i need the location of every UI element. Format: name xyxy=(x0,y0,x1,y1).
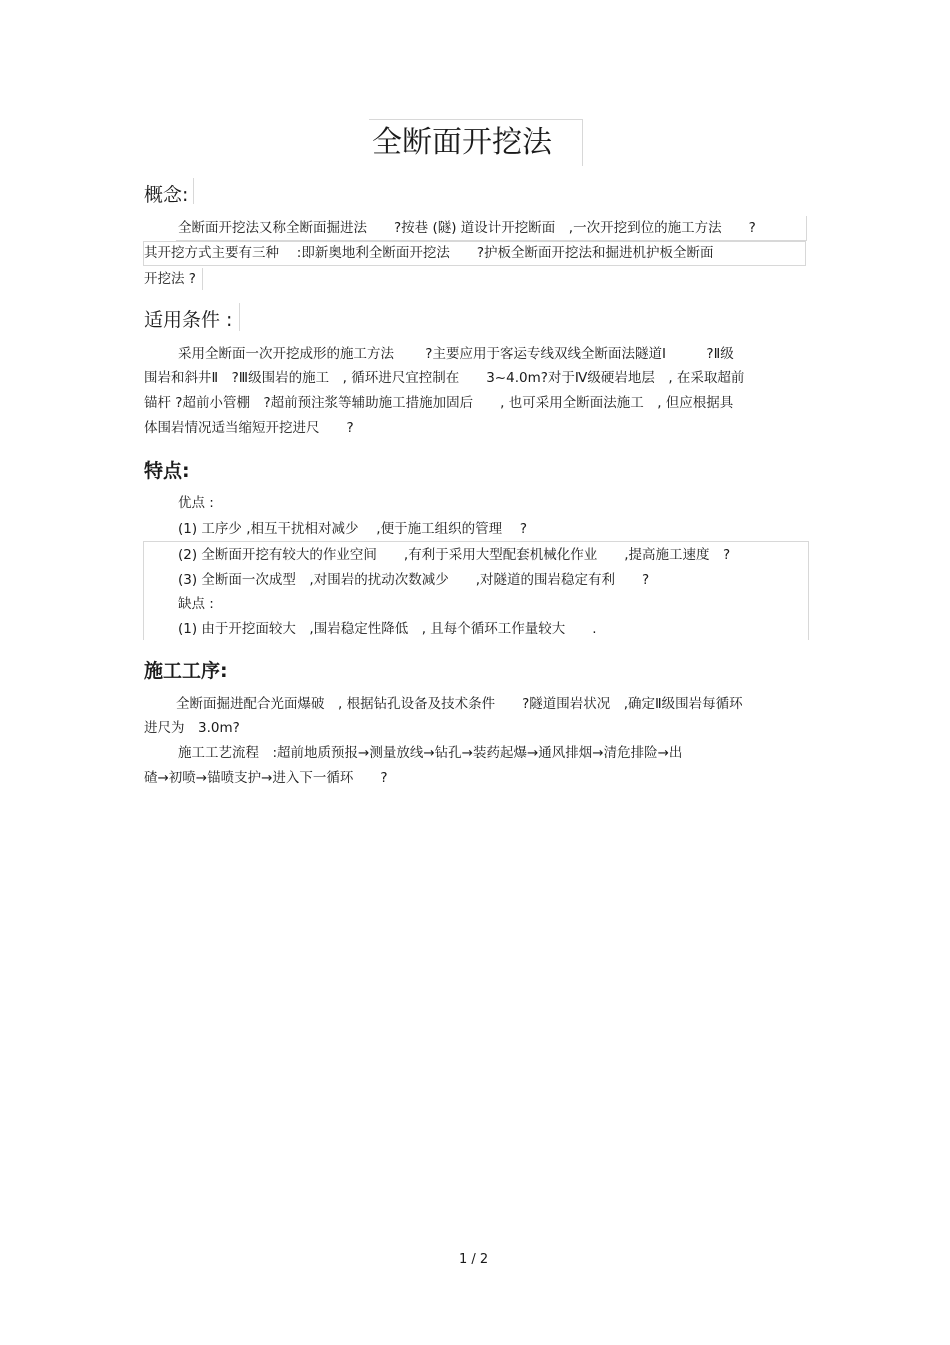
concept-heading: 概念: xyxy=(144,184,189,206)
process-line: 全断面掘进配合光面爆破 , 根据钻孔设备及技术条件 ?隧道围岩状况 ,确定Ⅱ级围岩每循环 xyxy=(176,696,743,712)
features-line: 优点 : xyxy=(178,495,214,511)
conditions-line: 体围岩情况适当缩短开挖进尺 ? xyxy=(144,420,354,436)
features-line: (3) 全断面一次成型 ,对围岩的扰动次数减少 ,对隧道的围岩稳定有利 ? xyxy=(178,572,650,588)
conditions-line: 锚杆 ?超前小管棚 ?超前预注浆等辅助施工措施加固后 , 也可采用全断面法施工 , 但应根据具 xyxy=(144,395,734,411)
features-line: 缺点 : xyxy=(178,596,214,612)
features-heading: 特点: xyxy=(144,460,190,482)
process-line: 碴→初喷→锚喷支护→进入下一循环 ? xyxy=(144,770,388,786)
concept-line: 开挖法 ? xyxy=(144,271,196,287)
conditions-line: 围岩和斜井Ⅱ ?Ⅲ级围岩的施工 , 循环进尺宜控制在 3~4.0m?对于Ⅳ级硬岩地层 , 在采取超前 xyxy=(144,370,745,386)
concept-line: 其开挖方式主要有三种 :即新奥地利全断面开挖法 ?护板全断面开挖法和掘进机护板全断面 xyxy=(144,245,714,261)
conditions-heading: 适用条件 : xyxy=(144,309,233,331)
features-line: (1) 由于开挖面较大 ,围岩稳定性降低 , 且每个循环工作量较大 . xyxy=(178,621,597,637)
divider xyxy=(202,268,203,290)
features-line: (2) 全断面开挖有较大的作业空间 ,有利于采用大型配套机械化作业 ,提高施工速度 ? xyxy=(178,547,731,563)
page-number: 1 / 2 xyxy=(459,1252,489,1267)
concept-line: 全断面开挖法又称全断面掘进法 ?按巷 (隧) 道设计开挖断面 ,一次开挖到位的施工方法 ? xyxy=(178,220,756,236)
page-title: 全断面开挖法 xyxy=(369,119,583,166)
divider xyxy=(193,178,194,204)
process-heading: 施工工序: xyxy=(144,660,228,682)
divider xyxy=(239,303,240,331)
process-line: 进尺为 3.0m? xyxy=(144,720,240,736)
process-line: 施工工艺流程 :超前地质预报→测量放线→钻孔→装药起爆→通风排烟→清危排险→出 xyxy=(178,745,683,761)
conditions-line: 采用全断面一次开挖成形的施工方法 ?主要应用于客运专线双线全断面法隧道Ⅰ ?Ⅱ级 xyxy=(178,346,734,362)
features-line: (1) 工序少 ,相互干扰相对减少 ,便于施工组织的管理 ? xyxy=(178,521,528,537)
